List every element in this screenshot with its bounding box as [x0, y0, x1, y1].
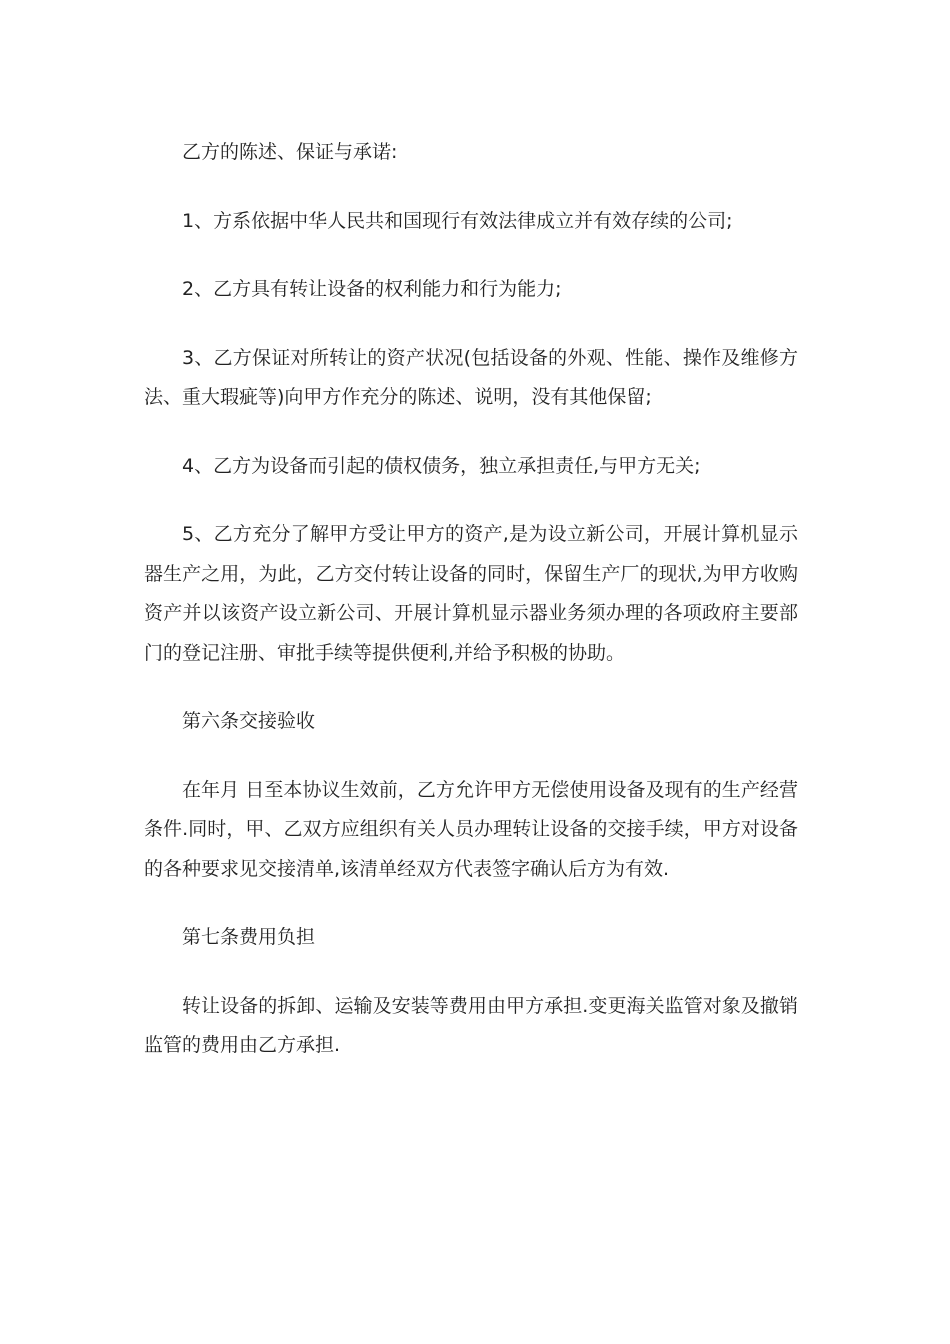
article-6-body: 在年月 日至本协议生效前，乙方允许甲方无偿使用设备及现有的生产经营条件.同时，甲、乙双方应组织有关人员办理转让设备的交接手续，甲方对设备的各种要求见交接清单,该清单经双方代表签字确认后方为有效. — [144, 778, 798, 880]
paragraph-item-4: 4、乙方为设备而引起的债权债务，独立承担责任,与甲方无关; — [182, 454, 701, 477]
paragraph-representations-heading: 乙方的陈述、保证与承诺: — [182, 141, 398, 163]
paragraph-item-3: 3、乙方保证对所转让的资产状况(包括设备的外观、性能、操作及维修方法、重大瑕疵等)向甲方作充分的陈述、说明，没有其他保留; — [144, 346, 798, 408]
paragraph-item-1: 1、方系依据中华人民共和国现行有效法律成立并有效存续的公司; — [182, 209, 733, 232]
paragraph-item-2: 2、乙方具有转让设备的权利能力和行为能力; — [182, 278, 562, 300]
article-7-body: 转让设备的拆卸、运输及安装等费用由甲方承担.变更海关监管对象及撤销监管的费用由乙方承担. — [144, 994, 798, 1056]
article-7-heading: 第七条费用负担 — [182, 926, 316, 948]
document-body — [144, 133, 798, 1095]
paragraph-item-5: 5、乙方充分了解甲方受让甲方的资产,是为设立新公司，开展计算机显示器生产之用，为此，乙方交付转让设备的同时，保留生产厂的现状,为甲方收购资产并以该资产设立新公司、开展计算机显示器业务须办理的各项政府主要部门的登记注册、审批手续等提供便利,并给予积极的协助。 — [144, 523, 798, 664]
article-6-heading: 第六条交接验收 — [182, 710, 316, 732]
